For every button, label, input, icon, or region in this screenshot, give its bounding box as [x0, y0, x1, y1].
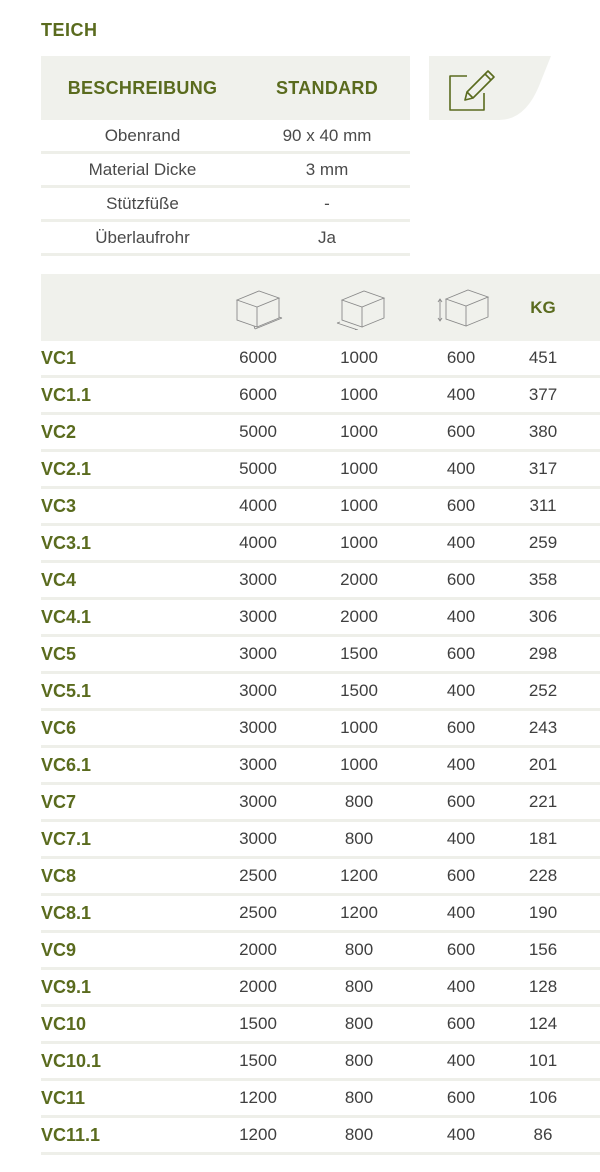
table-row	[41, 378, 600, 415]
table-row	[41, 748, 600, 785]
height-value: 600	[446, 1088, 476, 1107]
length-value: 3000	[239, 792, 277, 811]
model-name: VC3.1	[41, 533, 92, 553]
width-value: 2000	[340, 570, 378, 589]
height-value: 600	[446, 866, 476, 885]
width-value: 800	[344, 1125, 374, 1144]
spec-value: 3 mm	[305, 159, 349, 179]
length-value: 1500	[239, 1014, 277, 1033]
weight-value: 358	[528, 570, 558, 589]
width-value: 1000	[340, 385, 378, 404]
table-row	[41, 1081, 600, 1118]
height-value: 400	[446, 459, 476, 478]
height-value: 600	[446, 940, 476, 959]
table-row	[41, 711, 600, 748]
model-name: VC10	[41, 1014, 87, 1034]
length-value: 3000	[239, 607, 277, 626]
length-value: 3000	[239, 644, 277, 663]
width-value: 1200	[340, 866, 378, 885]
length-value: 2000	[239, 977, 277, 996]
weight-value: 128	[528, 977, 558, 996]
height-value: 600	[446, 570, 476, 589]
table-row	[41, 785, 600, 822]
model-name: VC8	[41, 866, 77, 886]
model-name: VC6.1	[41, 755, 92, 775]
width-value: 800	[344, 977, 374, 996]
spec-table	[41, 56, 410, 256]
dimension-rows	[41, 341, 600, 1155]
model-name: VC2.1	[41, 459, 92, 479]
spec-row	[41, 188, 410, 222]
width-value: 1500	[340, 644, 378, 663]
width-value: 1000	[340, 755, 378, 774]
model-name: VC1	[41, 348, 77, 368]
model-name: VC10.1	[41, 1051, 102, 1071]
spec-row	[41, 120, 410, 154]
weight-value: 451	[528, 348, 558, 367]
height-value: 400	[446, 607, 476, 626]
height-value: 600	[446, 718, 476, 737]
height-value: 600	[446, 422, 476, 441]
weight-value: 252	[528, 681, 558, 700]
height-value: 400	[446, 755, 476, 774]
width-value: 800	[344, 1051, 374, 1070]
height-value: 400	[446, 533, 476, 552]
model-name: VC9.1	[41, 977, 92, 997]
table-row	[41, 341, 600, 378]
weight-value: 317	[528, 459, 558, 478]
weight-value: 181	[528, 829, 558, 848]
length-value: 4000	[239, 533, 277, 552]
table-row	[41, 489, 600, 526]
table-row	[41, 970, 600, 1007]
length-value: 3000	[239, 718, 277, 737]
model-name: VC7.1	[41, 829, 92, 849]
length-value: 3000	[239, 829, 277, 848]
table-row	[41, 526, 600, 563]
weight-value: 201	[528, 755, 558, 774]
model-name: VC5	[41, 644, 77, 664]
weight-value: 311	[529, 496, 557, 515]
length-value: 2500	[239, 903, 277, 922]
weight-value: 106	[528, 1088, 558, 1107]
model-name: VC4	[41, 570, 77, 590]
weight-value: 377	[528, 385, 558, 404]
width-value: 1000	[340, 422, 378, 441]
height-value: 400	[446, 903, 476, 922]
table-row	[41, 1007, 600, 1044]
height-value: 600	[446, 644, 476, 663]
width-value: 800	[344, 1088, 374, 1107]
length-value: 5000	[239, 422, 277, 441]
width-value: 800	[344, 1014, 374, 1033]
weight-value: 101	[528, 1051, 558, 1070]
length-value: 1500	[239, 1051, 277, 1070]
weight-value: 124	[528, 1014, 558, 1033]
height-value: 600	[446, 792, 476, 811]
height-value: 400	[446, 385, 476, 404]
spec-label: Stützfüße	[106, 193, 179, 213]
table-row	[41, 563, 600, 600]
length-value: 4000	[239, 496, 277, 515]
width-value: 1500	[340, 681, 378, 700]
box-width-icon	[330, 274, 390, 341]
height-value: 400	[446, 1125, 476, 1144]
box-length-icon	[228, 274, 288, 341]
spec-label: Obenrand	[104, 125, 181, 145]
model-name: VC2	[41, 422, 77, 442]
model-name: VC1.1	[41, 385, 92, 405]
model-name: VC8.1	[41, 903, 92, 923]
height-value: 400	[446, 1051, 476, 1070]
spec-header-description: BESCHREIBUNG	[67, 77, 218, 98]
weight-value: 259	[528, 533, 558, 552]
edit-button[interactable]	[429, 56, 551, 120]
table-row	[41, 933, 600, 970]
spec-label: Überlaufrohr	[95, 227, 190, 247]
width-value: 1000	[340, 718, 378, 737]
length-value: 1200	[239, 1088, 277, 1107]
width-value: 800	[344, 940, 374, 959]
width-value: 2000	[340, 607, 378, 626]
length-value: 3000	[239, 570, 277, 589]
width-value: 1000	[340, 348, 378, 367]
width-value: 1000	[340, 496, 378, 515]
weight-value: 86	[533, 1125, 553, 1144]
spec-table-header	[41, 56, 410, 120]
length-value: 1200	[239, 1125, 277, 1144]
spec-header-standard: STANDARD	[275, 77, 379, 98]
weight-value: 306	[528, 607, 558, 626]
table-row	[41, 674, 600, 711]
dimension-table-header	[41, 274, 600, 341]
kg-header: KG	[530, 297, 556, 317]
model-name: VC9	[41, 940, 77, 960]
table-row	[41, 896, 600, 933]
table-row	[41, 600, 600, 637]
table-row	[41, 637, 600, 674]
model-name: VC4.1	[41, 607, 92, 627]
table-row	[41, 1118, 600, 1155]
width-value: 800	[344, 792, 374, 811]
height-value: 600	[446, 348, 476, 367]
height-value: 400	[446, 829, 476, 848]
height-value: 400	[446, 681, 476, 700]
model-name: VC11.1	[41, 1125, 101, 1145]
table-row	[41, 822, 600, 859]
model-name: VC3	[41, 496, 77, 516]
spec-value: 90 x 40 mm	[282, 125, 372, 145]
length-value: 2500	[239, 866, 277, 885]
length-value: 2000	[239, 940, 277, 959]
spec-label: Material Dicke	[88, 159, 197, 179]
width-value: 1000	[340, 459, 378, 478]
model-name: VC11	[41, 1088, 86, 1108]
height-value: 400	[446, 977, 476, 996]
table-row	[41, 1044, 600, 1081]
spec-row	[41, 154, 410, 188]
width-value: 1000	[340, 533, 378, 552]
length-value: 6000	[239, 385, 277, 404]
weight-value: 380	[528, 422, 558, 441]
length-value: 3000	[239, 681, 277, 700]
dimension-table	[41, 274, 600, 1155]
table-row	[41, 415, 600, 452]
height-value: 600	[446, 496, 476, 515]
weight-value: 190	[528, 903, 558, 922]
weight-value: 243	[528, 718, 558, 737]
length-value: 6000	[239, 348, 277, 367]
spec-value: -	[324, 193, 330, 213]
page-title: TEICH	[41, 20, 98, 40]
box-height-icon	[432, 274, 492, 341]
table-row	[41, 452, 600, 489]
weight-value: 228	[528, 866, 558, 885]
weight-value: 156	[528, 940, 558, 959]
spec-value: Ja	[318, 227, 336, 247]
width-value: 800	[344, 829, 374, 848]
length-value: 5000	[239, 459, 277, 478]
width-value: 1200	[340, 903, 378, 922]
spec-row	[41, 222, 410, 256]
weight-value: 298	[528, 644, 558, 663]
weight-value: 221	[528, 792, 558, 811]
model-name: VC6	[41, 718, 77, 738]
height-value: 600	[446, 1014, 476, 1033]
model-name: VC5.1	[41, 681, 92, 701]
model-name: VC7	[41, 792, 77, 812]
length-value: 3000	[239, 755, 277, 774]
table-row	[41, 859, 600, 896]
